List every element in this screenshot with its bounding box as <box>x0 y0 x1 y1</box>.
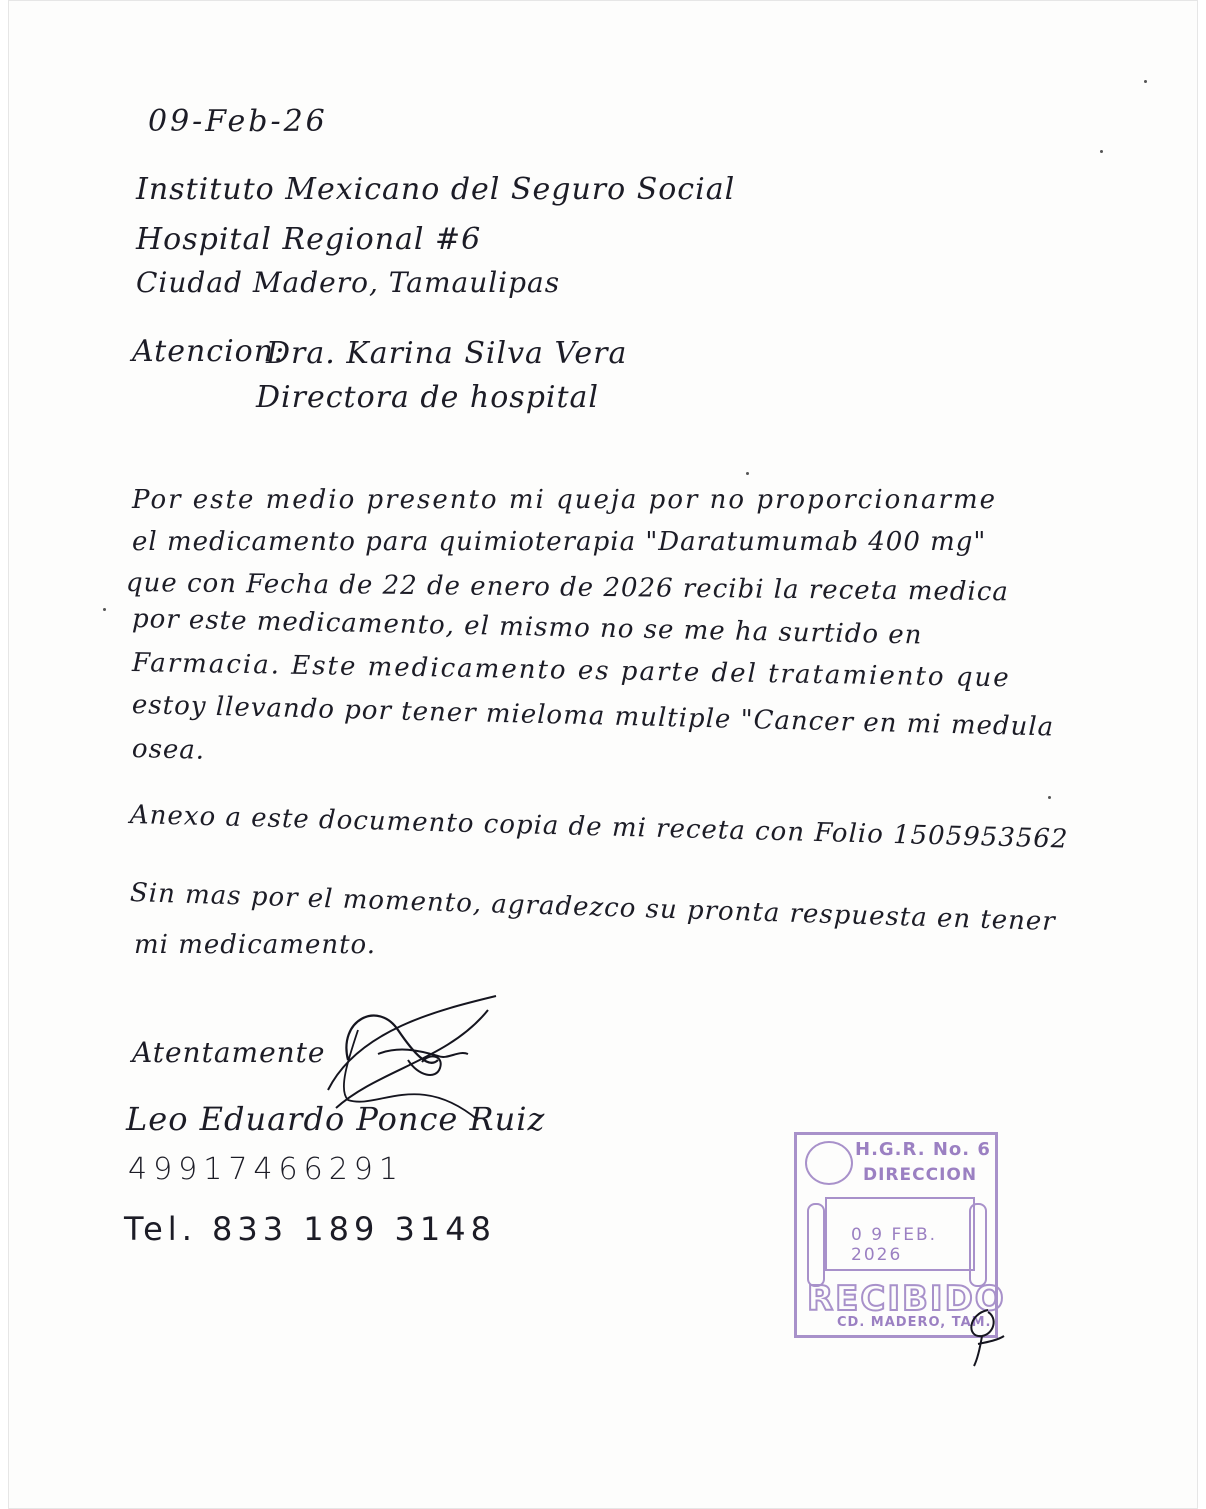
body-line: por este medicamento, el mismo no se me ha surtido en <box>131 604 923 651</box>
recipient-hospital: Hospital Regional #6 <box>136 222 482 257</box>
letter-page <box>8 0 1198 1509</box>
letter-date: 09-Feb-26 <box>148 104 328 139</box>
attention-name: Dra. Karina Silva Vera <box>266 336 628 371</box>
body-line: el medicamento para quimioterapia "Daratumumab 400 mg" <box>132 527 987 557</box>
paper-speck <box>1144 80 1147 83</box>
paper-speck <box>746 472 749 475</box>
body-line: Por este medio presento mi queja por no proporcionarme <box>132 485 998 515</box>
sender-name: Leo Eduardo Ponce Ruiz <box>126 1100 546 1138</box>
stamp-emblem-icon <box>805 1141 853 1185</box>
closing-line: mi medicamento. <box>134 930 376 960</box>
paper-speck <box>103 608 106 611</box>
stamp-date-box <box>825 1197 975 1271</box>
recipient-institution: Instituto Mexicano del Seguro Social <box>136 172 736 207</box>
paper-speck <box>1048 796 1051 799</box>
stamp-date: 0 9 FEB. 2026 <box>851 1225 938 1265</box>
stamp-hospital: H.G.R. No. 6 <box>855 1139 991 1160</box>
body-line: estoy llevando por tener mieloma multiple "Cancer en mi medula <box>131 690 1055 743</box>
stamp-department: DIRECCION <box>863 1165 978 1185</box>
sender-id-number: 49917466291 <box>128 1152 404 1187</box>
paper-speck <box>1100 150 1103 153</box>
body-line: Farmacia. Este medicamento es parte del tratamiento que <box>131 648 1011 694</box>
recipient-city: Ciudad Madero, Tamaulipas <box>136 266 561 299</box>
sign-off: Atentamente <box>132 1036 326 1069</box>
body-line: osea. <box>131 734 206 766</box>
body-line: que con Fecha de 22 de enero de 2026 recibi la receta medica <box>125 568 1010 608</box>
stamp-received: RECIBIDO <box>807 1279 1006 1319</box>
sender-telephone: Tel. 833 189 3148 <box>124 1210 496 1248</box>
stamp-side-mark <box>807 1203 825 1287</box>
stamp-initial-signature <box>958 1304 1008 1368</box>
stamp-place: CD. MADERO, TAM. <box>837 1315 992 1330</box>
attention-role: Directora de hospital <box>256 380 600 415</box>
attention-label: Atencion: <box>132 334 286 369</box>
annex-line: Anexo a este documento copia de mi receta con Folio 1505953562 <box>129 800 1069 855</box>
closing-line: Sin mas por el momento, agradezco su pronta respuesta en tener <box>129 878 1057 938</box>
